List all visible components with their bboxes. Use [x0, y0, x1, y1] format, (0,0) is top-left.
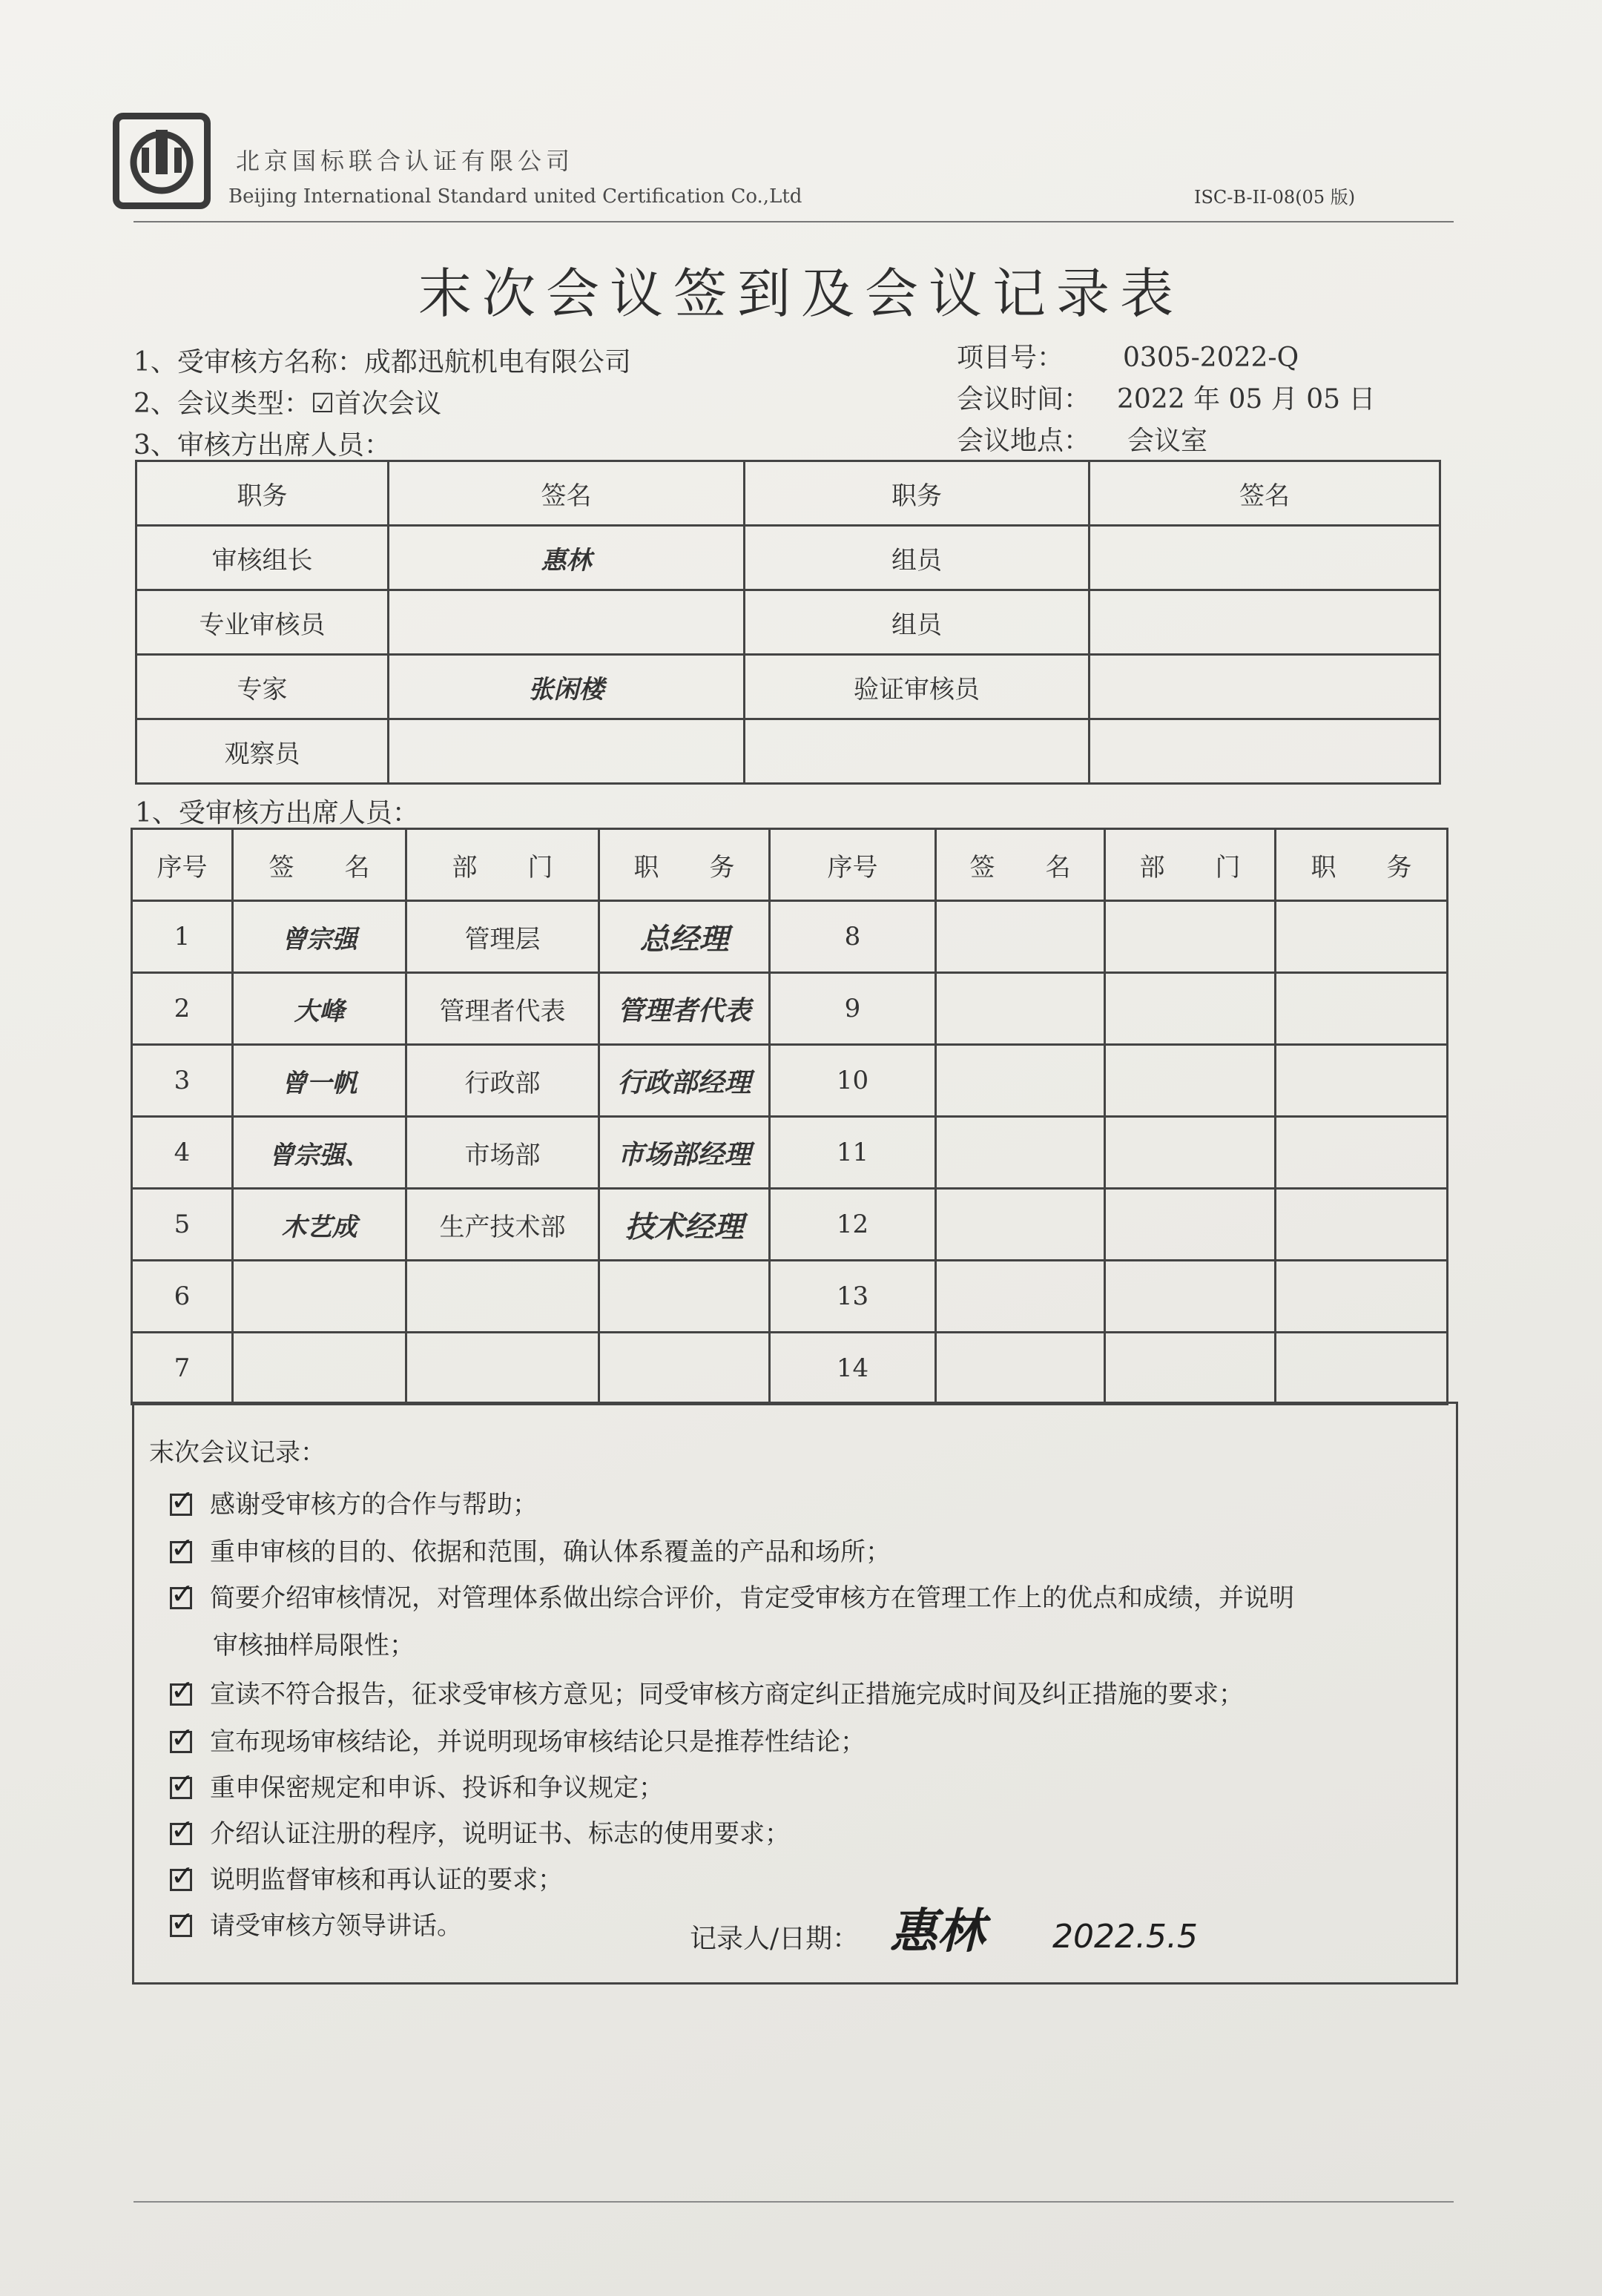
checkbox-checked-icon — [170, 1777, 192, 1799]
table-row — [136, 526, 1440, 590]
recorder-signature: 惠林 — [889, 1904, 985, 1959]
signature-cell — [936, 1117, 1105, 1189]
dept-cell: 行政部 — [406, 1045, 599, 1117]
meeting-place-row — [957, 420, 1207, 458]
table-row — [136, 655, 1440, 719]
seq-cell: 9 — [770, 973, 936, 1045]
title-cell — [1276, 973, 1448, 1045]
title-cell: 市场部经理 — [599, 1117, 770, 1189]
table-row — [132, 1333, 1448, 1405]
checkbox-checked-icon — [170, 1587, 192, 1609]
checkbox-checked-icon — [170, 1823, 192, 1845]
title-cell — [1276, 1261, 1448, 1333]
signature-cell — [936, 1261, 1105, 1333]
signature-cell: 大峰 — [233, 973, 406, 1045]
dept-cell: 管理层 — [406, 901, 599, 973]
dept-cell — [1105, 1045, 1276, 1117]
title-cell — [1276, 1333, 1448, 1405]
checkbox-checked-icon — [170, 1683, 192, 1706]
seq-cell: 3 — [132, 1045, 233, 1117]
minutes-item — [170, 1905, 462, 1942]
seq-cell: 8 — [770, 901, 936, 973]
attendee-table-header — [132, 829, 1448, 901]
title-cell: 技术经理 — [599, 1189, 770, 1261]
title-cell — [1276, 901, 1448, 973]
role-cell — [745, 719, 1090, 784]
signature-cell: 张闲楼 — [389, 655, 745, 719]
minutes-item-text: 简要介绍审核情况，对管理体系做出综合评价，肯定受审核方在管理工作上的优点和成绩，并说明 — [210, 1583, 1294, 1613]
dept-cell — [1105, 973, 1276, 1045]
minutes-item-text: 感谢受审核方的合作与帮助； — [210, 1490, 538, 1520]
auditee-name-row — [134, 341, 631, 379]
signature-cell — [389, 719, 745, 784]
minutes-item-text: 请受审核方领导讲话。 — [210, 1911, 462, 1941]
header-cell: 职 务 — [599, 829, 770, 901]
signature-cell: 曾宗强 — [233, 901, 406, 973]
minutes-item — [170, 1859, 563, 1896]
recorder-label: 记录人/日期： — [690, 1924, 860, 1954]
header-cell: 部 门 — [1105, 829, 1276, 901]
signature-cell: 木艺成 — [233, 1189, 406, 1261]
table-row — [132, 901, 1448, 973]
meeting-time-row — [957, 378, 1375, 416]
dept-cell: 管理者代表 — [406, 973, 599, 1045]
signature-cell — [1090, 719, 1440, 784]
meeting-type-row — [134, 383, 441, 420]
header-cell: 部 门 — [406, 829, 599, 901]
role-cell: 专家 — [136, 655, 389, 719]
company-name-cn: 北京国标联合认证有限公司 — [236, 147, 575, 175]
table-row — [132, 1045, 1448, 1117]
seq-cell: 10 — [770, 1045, 936, 1117]
minutes-item-continuation: 审核抽样局限性； — [213, 1631, 415, 1660]
signature-cell — [233, 1333, 406, 1405]
auditor-attendees-label: 3、审核方出席人员： — [134, 430, 391, 461]
minutes-item-text: 介绍认证注册的程序，说明证书、标志的使用要求； — [210, 1819, 790, 1849]
table-row — [132, 973, 1448, 1045]
meeting-place-value: 会议室 — [1127, 426, 1208, 456]
header-cell: 序号 — [132, 829, 233, 901]
header-cell: 职务 — [136, 461, 389, 526]
signature-cell — [389, 590, 745, 655]
minutes-item — [170, 1577, 1294, 1614]
auditee-label: 1、受审核方名称： — [134, 347, 364, 377]
minutes-item — [170, 1531, 891, 1568]
role-cell: 验证审核员 — [745, 655, 1090, 719]
auditor-table-header — [136, 461, 1440, 526]
title-cell — [599, 1261, 770, 1333]
dept-cell — [406, 1261, 599, 1333]
company-name-en: Beijing International Standard united Certification Co.,Ltd — [228, 185, 802, 208]
header-cell: 签 名 — [936, 829, 1105, 901]
minutes-item-text: 重申审核的目的、依据和范围，确认体系覆盖的产品和场所； — [210, 1537, 891, 1567]
seq-cell: 7 — [132, 1333, 233, 1405]
title-cell — [599, 1333, 770, 1405]
document-title: 末次会议签到及会议记录表 — [418, 263, 1184, 325]
minutes-item-text: 重申保密规定和申诉、投诉和争议规定； — [210, 1773, 664, 1803]
table-row — [132, 1189, 1448, 1261]
dept-cell — [1105, 1117, 1276, 1189]
minutes-item-text: 说明监督审核和再认证的要求； — [210, 1865, 563, 1895]
auditor-table — [135, 460, 1441, 785]
minutes-item — [170, 1674, 1244, 1710]
signature-cell: 曾一帆 — [233, 1045, 406, 1117]
header-cell: 签名 — [389, 461, 745, 526]
minutes-item — [170, 1721, 866, 1758]
footer-rule — [134, 2201, 1454, 2203]
header-cell: 签 名 — [233, 829, 406, 901]
signature-cell — [233, 1261, 406, 1333]
signature-cell — [1090, 655, 1440, 719]
dept-cell — [406, 1333, 599, 1405]
meeting-type-value: ☑首次会议 — [310, 389, 442, 419]
dept-cell: 市场部 — [406, 1117, 599, 1189]
checkbox-checked-icon — [170, 1494, 192, 1516]
meeting-time-value: 2022 年 05 月 05 日 — [1117, 384, 1376, 415]
role-cell: 审核组长 — [136, 526, 389, 590]
minutes-item — [170, 1484, 538, 1520]
seq-cell: 2 — [132, 973, 233, 1045]
meeting-place-label: 会议地点： — [957, 426, 1091, 456]
signature-cell — [936, 1045, 1105, 1117]
header-cell: 职 务 — [1276, 829, 1448, 901]
minutes-item — [170, 1813, 790, 1850]
signature-cell — [1090, 526, 1440, 590]
checkbox-checked-icon — [170, 1869, 192, 1891]
minutes-item — [170, 1767, 664, 1804]
signature-cell — [936, 973, 1105, 1045]
company-logo — [113, 113, 211, 209]
seq-cell: 12 — [770, 1189, 936, 1261]
dept-cell — [1105, 1261, 1276, 1333]
seq-cell: 4 — [132, 1117, 233, 1189]
title-cell — [1276, 1045, 1448, 1117]
recorder-row — [690, 1893, 1198, 1962]
title-cell: 行政部经理 — [599, 1045, 770, 1117]
minutes-item-text: 宣读不符合报告，征求受审核方意见；同受审核方商定纠正措施完成时间及纠正措施的要求； — [210, 1680, 1244, 1709]
table-row — [132, 1117, 1448, 1189]
header-cell: 序号 — [770, 829, 936, 901]
header-cell: 签名 — [1090, 461, 1440, 526]
checkbox-checked-icon — [170, 1915, 192, 1937]
title-cell: 管理者代表 — [599, 973, 770, 1045]
signature-cell — [936, 1333, 1105, 1405]
title-cell — [1276, 1189, 1448, 1261]
minutes-item-text: 宣布现场审核结论，并说明现场审核结论只是推荐性结论； — [210, 1727, 866, 1757]
project-no-value: 0305-2022-Q — [1123, 343, 1299, 373]
meeting-time-label: 会议时间： — [957, 384, 1091, 415]
project-no-label: 项目号： — [957, 343, 1064, 373]
seq-cell: 14 — [770, 1333, 936, 1405]
title-cell — [1276, 1117, 1448, 1189]
attendee-table — [131, 828, 1448, 1405]
seq-cell: 11 — [770, 1117, 936, 1189]
dept-cell — [1105, 901, 1276, 973]
header-cell: 职务 — [745, 461, 1090, 526]
title-cell: 总经理 — [599, 901, 770, 973]
role-cell: 专业审核员 — [136, 590, 389, 655]
signature-cell — [936, 901, 1105, 973]
table-row — [136, 590, 1440, 655]
seq-cell: 13 — [770, 1261, 936, 1333]
dept-cell: 生产技术部 — [406, 1189, 599, 1261]
table-row — [136, 719, 1440, 784]
auditee-attendees-label: 1、受审核方出席人员： — [135, 798, 419, 828]
minutes-heading: 末次会议记录： — [149, 1438, 326, 1468]
recorder-date: 2022.5.5 — [1052, 1918, 1198, 1956]
dept-cell — [1105, 1333, 1276, 1405]
form-code: ISC-B-II-08(05 版) — [1194, 187, 1356, 208]
header-rule — [134, 221, 1454, 222]
role-cell: 观察员 — [136, 719, 389, 784]
role-cell: 组员 — [745, 590, 1090, 655]
checkbox-checked-icon — [170, 1731, 192, 1753]
project-no-row — [957, 337, 1299, 375]
meeting-type-label: 2、会议类型： — [134, 389, 311, 419]
auditee-value: 成都迅航机电有限公司 — [363, 347, 631, 377]
seq-cell: 1 — [132, 901, 233, 973]
dept-cell — [1105, 1189, 1276, 1261]
seq-cell: 6 — [132, 1261, 233, 1333]
table-row — [132, 1261, 1448, 1333]
checkbox-checked-icon — [170, 1541, 192, 1563]
signature-cell — [936, 1189, 1105, 1261]
signature-cell: 惠林 — [389, 526, 745, 590]
seq-cell: 5 — [132, 1189, 233, 1261]
signature-cell: 曾宗强、 — [233, 1117, 406, 1189]
role-cell: 组员 — [745, 526, 1090, 590]
signature-cell — [1090, 590, 1440, 655]
